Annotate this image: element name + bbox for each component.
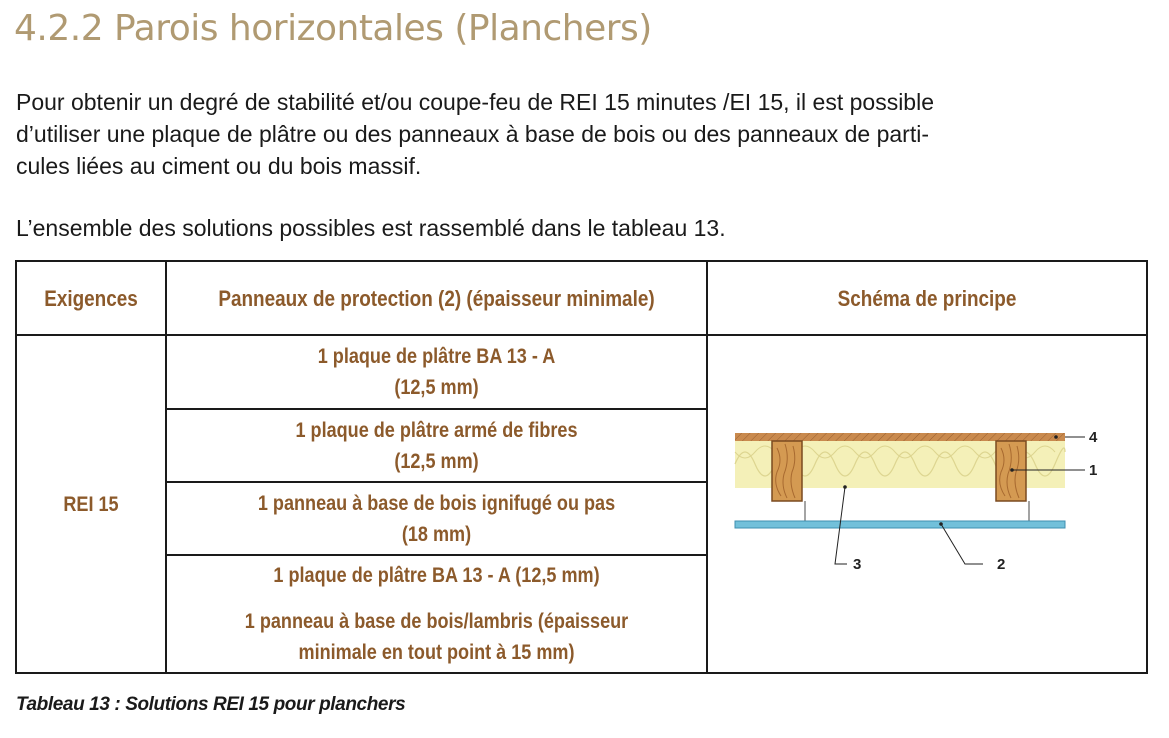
solution-row bbox=[205, 410, 669, 481]
leader-dot bbox=[1010, 468, 1014, 472]
intro-line-1: Pour obtenir un degré de stabilité et/ou coupe-feu de REI 15 minutes /EI 15, il est possible bbox=[16, 89, 935, 115]
intro-paragraph bbox=[16, 86, 1126, 182]
solution-line: (12,5 mm) bbox=[394, 376, 479, 399]
intro-line-3: cules liées au ciment ou du bois massif. bbox=[16, 153, 422, 179]
solution-line: 1 plaque de plâtre armé de fibres bbox=[295, 418, 578, 442]
leader-dot bbox=[843, 485, 847, 489]
solution-line: (18 mm) bbox=[401, 522, 472, 546]
header-schema: Schéma de principe bbox=[837, 285, 1017, 311]
floor-schematic bbox=[735, 414, 1098, 574]
ceiling-panel bbox=[735, 521, 1065, 528]
floor-board-hatch bbox=[735, 433, 1065, 441]
schema-label-2: 2 bbox=[997, 556, 1006, 573]
header-panneaux: Panneaux de protection (2) (épaisseur minimale) bbox=[218, 285, 655, 311]
solution-line: 1 panneau à base de bois/lambris (épaisseur bbox=[244, 610, 629, 633]
table-reference-paragraph: L’ensemble des solutions possibles est rassemblé dans le tableau 13. bbox=[16, 215, 726, 241]
table-divider bbox=[165, 262, 167, 672]
leader-dot bbox=[1054, 435, 1058, 439]
solutions-table bbox=[15, 260, 1148, 674]
solution-row bbox=[205, 336, 669, 408]
header-exigences: Exigences bbox=[44, 285, 138, 311]
solution-line: (12,5 mm) bbox=[394, 449, 479, 473]
schema-label-1: 1 bbox=[1089, 462, 1098, 479]
table-divider bbox=[706, 262, 708, 672]
intro-line-2: d’utiliser une plaque de plâtre ou des panneaux à base de bois ou des panneaux de parti- bbox=[16, 121, 930, 147]
solution-line: minimale en tout point à 15 mm) bbox=[298, 641, 575, 664]
section-title: 4.2.2 Parois horizontales (Planchers) bbox=[14, 8, 652, 49]
solution-row bbox=[205, 483, 669, 554]
schema-label-4: 4 bbox=[1089, 429, 1098, 446]
leader-dot bbox=[939, 522, 943, 526]
leader-line bbox=[941, 524, 983, 564]
solution-line: 1 plaque de plâtre BA 13 - A bbox=[317, 345, 556, 368]
solution-line: 1 plaque de plâtre BA 13 - A (12,5 mm) bbox=[273, 564, 600, 587]
requirement-cell: REI 15 bbox=[63, 492, 119, 516]
solution-row bbox=[205, 556, 669, 672]
solution-line: 1 panneau à base de bois ignifugé ou pas bbox=[257, 491, 616, 515]
schema-label-3: 3 bbox=[853, 556, 862, 573]
table-caption: Tableau 13 : Solutions REI 15 pour planchers bbox=[16, 694, 406, 715]
